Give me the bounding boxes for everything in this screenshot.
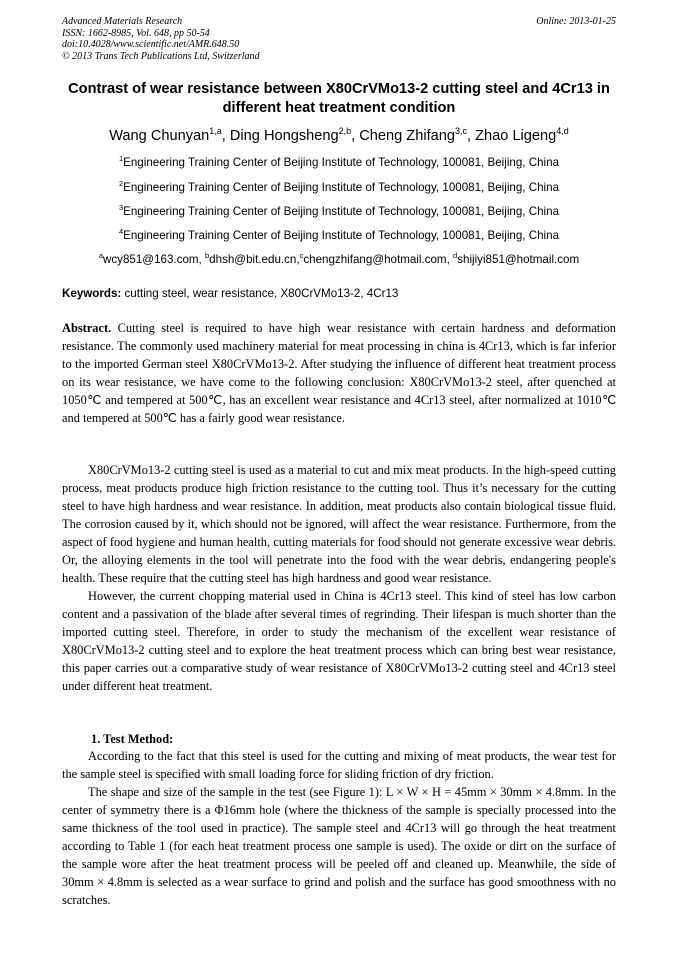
email-list [30, 249, 648, 267]
affiliation-text: Engineering Training Center of Beijing Institute of Technology, 100081, Beijing, China [123, 155, 560, 169]
affiliation-text: Engineering Training Center of Beijing Institute of Technology, 100081, Beijing, China [123, 204, 560, 218]
affiliation-sup: 3 [118, 203, 124, 212]
online-date: Online: 2013-01-25 [536, 16, 616, 27]
paper-title: Contrast of wear resistance between X80CrVMo13-2 cutting steel and 4Cr13 in different heat treatment condition [68, 81, 610, 116]
keywords-text: cutting steel, wear resistance, X80CrVMo13-2, 4Cr13 [121, 287, 399, 300]
keywords [62, 287, 616, 301]
affiliation-text: Engineering Training Center of Beijing Institute of Technology, 100081, Beijing, China [123, 228, 560, 242]
author-name: Zhao Ligeng [475, 127, 557, 144]
email-sup: a [98, 251, 103, 260]
author-sup: 4,d [556, 126, 569, 136]
author-name: Cheng Zhifang [359, 127, 455, 144]
email-link[interactable]: shijiyi851@hotmail.com [457, 252, 580, 266]
section-paragraph: The shape and size of the sample in the test (see Figure 1): L × W × H = 45mm × 30mm × 4.8mm. In the center of symmetry there is a Φ16mm hole (where the thickness of the sample is specially processed into the same thickness of the tool used in practice). The sample steel and 4Cr13 will go through the heat treatment according to Table 1 (for each heat treatment process one sample is used). The oxide or dirt on the surface of the sample wore after the heat treatment process will be peeled off and cleaned up. Meanwhile, the side of 30mm × 4.8mm is selected as a wear surface to grind and polish and the surface has good smoothness with no scratches. [62, 785, 616, 907]
affiliation [30, 225, 648, 243]
author-list: Wang Chunyan$^{1,a}$, Ding Hongsheng$^{2,b}$, Cheng Zhifang$^{3,c}$, Zhao Ligeng$^{4,d}$ [109, 126, 569, 144]
affiliation-sup: 2 [118, 179, 124, 188]
email-link[interactable]: wcy851@163.com, [103, 252, 205, 266]
intro-section [62, 461, 616, 695]
affiliation [30, 152, 648, 170]
affiliation [30, 201, 648, 219]
intro-paragraph: X80CrVMo13-2 cutting steel is used as a material to cut and mix meat products. In the high-speed cutting process, meat products produce high friction resistance to the cutting tool. Thus it’s necessary for the cutting steel to have high hardness and wear resistance. In addition, meat products also contain biological tissue fluid. The corrosion caused by it, which should not be ignored, will affect the wear resistance. Furthermore, from the aspect of food hygiene and human health, cutting materials for food should not generate excessive wear debris. Or, the alloying elements in the tool will penetrate into the food with the wear debris, endangering people's health. These require that the cutting steel has high hardness and good wear resistance. [62, 463, 616, 585]
abstract-text: Cutting steel is required to have high wear resistance with certain hardness and deformation resistance. The commonly used machinery material for meat processing in china is 4Cr13, which is far inferior to the imported German steel X80CrVMo13-2. After studying the influence of different heat treatment process on its wear resistance, we have come to the following conclusion: X80CrVMo13-2 steel, after quenched at 1050℃ and tempered at 500℃, has an excellent wear resistance and 4Cr13 steel, after normalized at 1010℃ and tempered at 500℃ has a fairly good wear resistance. [62, 321, 616, 425]
author-sup: 3,c [455, 126, 468, 136]
affiliation [30, 177, 648, 195]
intro-paragraph: However, the current chopping material used in China is 4Cr13 steel. This kind of steel has low carbon content and a passivation of the blade after several times of regrinding. Their lifespan is much shorter than the imported cutting steel. Therefore, in order to study the mechanism of the excellent wear resistance of X80CrVMo13-2 cutting steel and to explore the heat treatment process which can bring best wear resistance, this paper carries out a comparative study of wear resistance of X80CrVMo13-2 cutting steel and 4Cr13 steel under different heat treatment. [62, 589, 616, 693]
email-sup: b [205, 251, 210, 260]
author-sup: 2,b [338, 126, 352, 136]
email-sup: c [299, 251, 304, 260]
journal-name: Advanced Materials Research [62, 16, 183, 27]
author-name: Ding Hongsheng [229, 127, 339, 144]
email-sup: d [453, 251, 458, 260]
copyright-line: © 2013 Trans Tech Publications Ltd, Switzerland [62, 50, 260, 62]
doi-line: doi:10.4028/www.scientific.net/AMR.648.50 [62, 39, 240, 50]
affiliation-text: Engineering Training Center of Beijing Institute of Technology, 100081, Beijing, China [123, 180, 560, 194]
issn-line: ISSN: 1662-8985, Vol. 648, pp 50-54 [62, 27, 210, 39]
section-paragraph: According to the fact that this steel is used for the cutting and mixing of meat products, the wear test for the sample steel is specified with small loading force for sliding friction of dry friction. [62, 749, 616, 781]
author-sup: 1,a [209, 126, 222, 136]
journal-header [62, 16, 616, 62]
email-link[interactable]: dhsh@bit.edu.cn, [209, 252, 300, 266]
affiliation-sup: 4 [118, 227, 124, 236]
keywords-label: Keywords: [62, 287, 122, 300]
abstract-label: Abstract. [62, 321, 112, 335]
email-link[interactable]: chengzhifang@hotmail.com, [303, 252, 454, 266]
affiliation-sup: 1 [118, 154, 124, 163]
test-method-section [62, 747, 616, 909]
author-name: Wang Chunyan [109, 127, 210, 144]
abstract [62, 319, 616, 427]
section-heading: 1. Test Method: [91, 732, 174, 746]
